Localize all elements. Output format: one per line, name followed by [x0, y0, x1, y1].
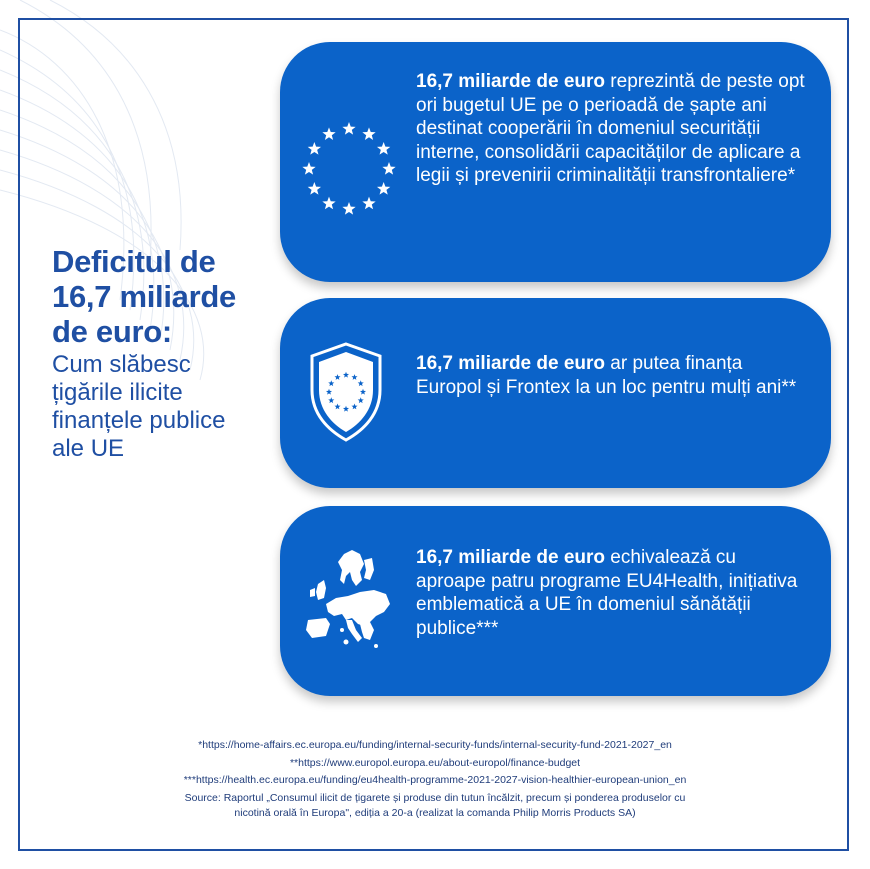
card-bold-amount: 16,7 miliarde de euro — [416, 547, 606, 568]
headline-bold-line: 16,7 miliarde — [52, 279, 236, 314]
europe-map-icon — [298, 546, 398, 656]
star-shape — [377, 182, 390, 195]
headline-sub-line: țigările ilicite — [52, 379, 183, 406]
shield-icon — [306, 340, 386, 444]
headline-sub-line: Cum slăbesc — [52, 351, 191, 378]
card-bold-amount: 16,7 miliarde de euro — [416, 71, 606, 92]
headline-bold-line: Deficitul de — [52, 244, 216, 279]
footnote-3: ***https://health.ec.europa.eu/funding/eu4health-programme-2021-2027-vision-healthier-european-union_en — [183, 774, 687, 786]
star-shape — [362, 197, 375, 210]
info-card-europol-frontex — [280, 298, 831, 488]
footnote-1: *https://home-affairs.ec.europa.eu/funding/internal-security-funds/internal-security-fund-2021-2027_en — [198, 739, 672, 751]
info-card-eu4health — [280, 506, 831, 696]
card-description: reprezintă de peste opt ori bugetul UE pe o perioadă de șapte ani destinat cooperării în domeniul securității interne, consolidării capacităților de aplicare a legii și prevenirii criminalității transfrontaliere* — [416, 71, 805, 186]
card-text — [416, 546, 809, 640]
card-text — [416, 70, 809, 188]
star-shape — [342, 122, 355, 135]
card-bold-amount: 16,7 miliarde de euro — [416, 353, 606, 374]
info-card-security-budget — [280, 42, 831, 282]
footnotes — [40, 737, 830, 820]
card-text — [416, 352, 809, 399]
headline-sub-line: finanțele publice — [52, 407, 226, 434]
star-shape — [382, 162, 395, 175]
card-description: ar putea finanța Europol și Frontex la un loc pentru mulți ani** — [416, 353, 797, 398]
star-shape — [322, 127, 335, 140]
star-shape — [377, 142, 390, 155]
footnote-2: **https://www.europol.europa.eu/about-europol/finance-budget — [289, 756, 581, 769]
card-description: echivalează cu aproape patru programe EU4Health, inițiativa emblematică a UE în domeniul sănătății publice*** — [416, 547, 798, 639]
star-shape — [308, 182, 321, 195]
star-shape — [362, 127, 375, 140]
star-shape — [342, 202, 355, 215]
eu-stars-icon — [294, 114, 404, 224]
source-line: Source: Raportul „Consumul ilicit de țigarete și produse din tutun încălzit, precum și ponderea produselor cu — [184, 791, 686, 804]
headline-sub-line: ale UE — [52, 435, 125, 462]
star-shape — [322, 197, 335, 210]
star-shape — [308, 142, 321, 155]
star-shape — [302, 162, 315, 175]
source-line: nicotină orală în Europa", ediția a 20-a (realizat la comanda Philip Morris Products SA) — [234, 806, 636, 819]
headline-bold-line: de euro: — [52, 314, 172, 349]
headline — [52, 244, 277, 463]
